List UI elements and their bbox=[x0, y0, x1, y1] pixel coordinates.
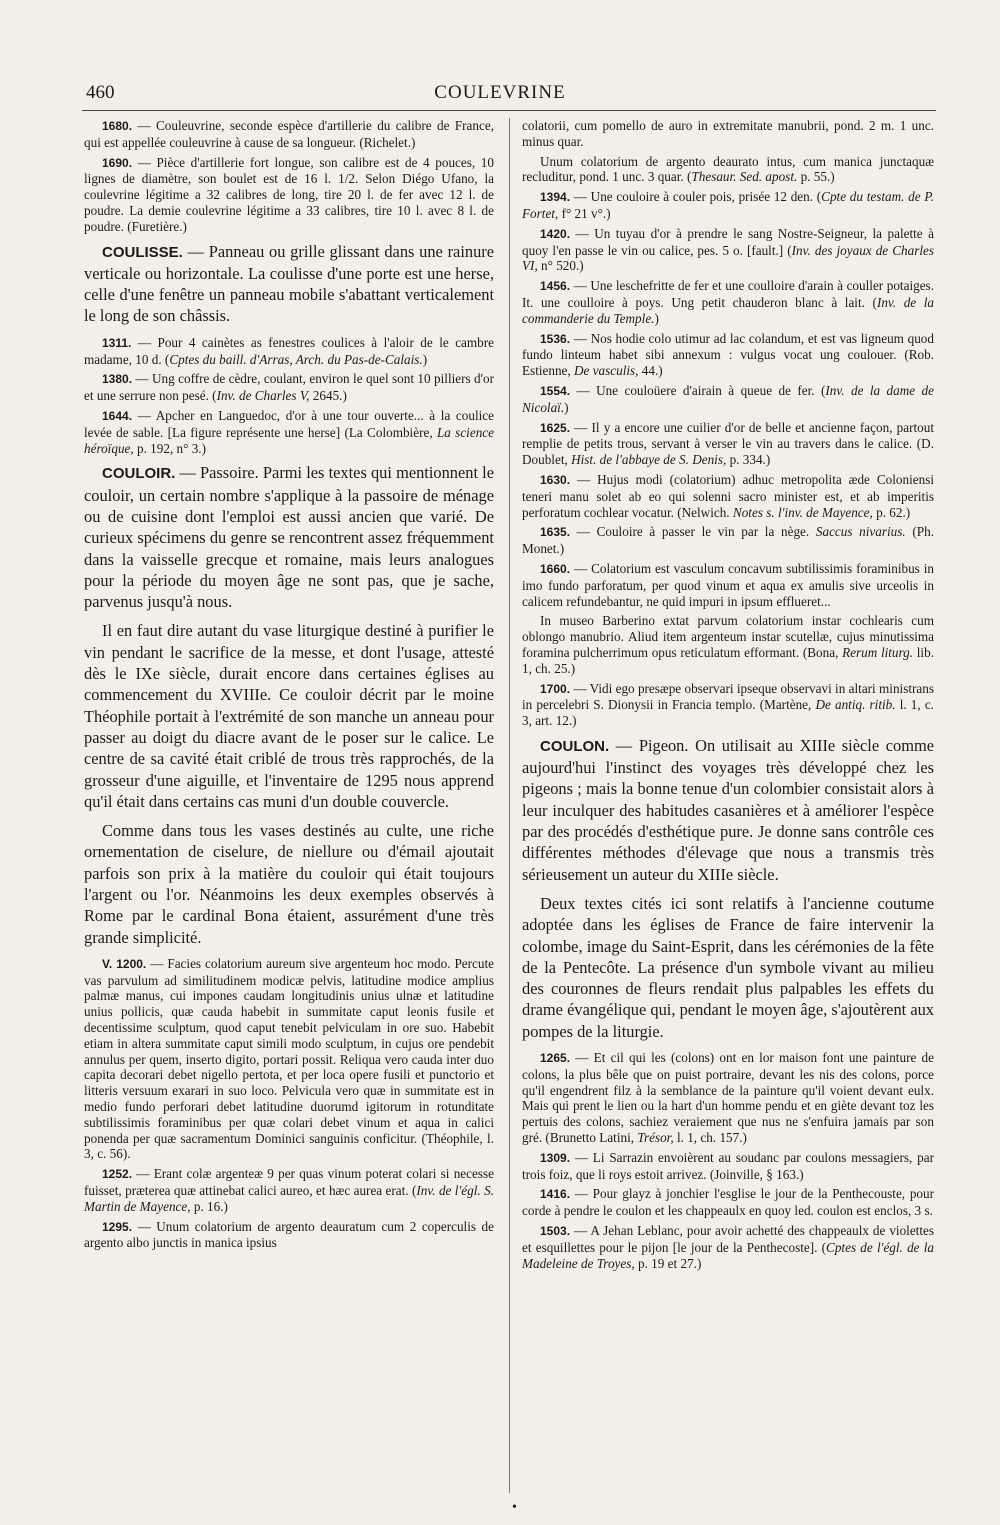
citation-1635: 1635. — Couloire à passer le vin par la nège. Saccus nivarius. (Ph. Monet.) bbox=[522, 524, 934, 557]
entry-coulisse: COULISSE. — Panneau ou grille glissant dans une rainure verticale ou horizontale. La coulisse d'une porte est une herse, celle d'une fenêtre un panneau mobile s'abattant verticalement le long de son châssis. bbox=[84, 241, 494, 326]
running-head: COULEVRINE bbox=[434, 82, 566, 103]
header-rule bbox=[82, 110, 936, 111]
citation-1660: 1660. — Colatorium est vasculum concavum subtilissimis foraminibus in imo fundo parforatum, per quod vinum et aqua ex amulis sive urceolis in calicem refundebantur, ne quid impuri in ipsum efflueret... bbox=[522, 560, 934, 609]
citation-1680: 1680. — Couleuvrine, seconde espèce d'artillerie du calibre de France, qui est appellée couleuvrine à cause de sa longueur. (Richelet.) bbox=[84, 118, 494, 150]
citation-1380: 1380. — Ung coffre de cèdre, coulant, environ le quel sont 10 pilliers d'or et une serrure non pesé. (Inv. de Charles V, 2645.) bbox=[84, 371, 494, 404]
citation-1394: 1394. — Une couloire à couler pois, prisée 12 den. (Cpte du testam. de P. Fortet, f° 21 v°.) bbox=[522, 189, 935, 221]
headword-coulisse: COULISSE. bbox=[102, 243, 183, 261]
citation-1503: 1503. — A Jehan Leblanc, pour avoir achetté des chappeaulx de violettes et esquillettes pour le pijon [le jour de la Penthecoste]. (Cptes de l'égl. de la Madeleine de Troyes, p. 19 et 27.) bbox=[522, 1223, 934, 1271]
citation-1200: V. 1200. — Facies colatorium aureum sive argenteum hoc modo. Percute vas parvulum ad similitudinem modicæ pelvis, latitudine modice amplius palmæ manus, cui impones caudam longitudinis unius ulnæ et latitudine unius pollicis, quæ cauda habebit in summitate caput leonis fusile et decentissime sculptum, quod caput tenebit pelviculam in ore suo. Habebit etiam in altera summitate caput simili modo sculptum, in cujus ore pendebit annulus per quem, inserto digito, portari possit. Reliqua vero cauda inter duo capita decorari debet nigello pertota, et per loca opere fusili et punctorio et litteris versuum exarari in suo loco. Pelvicula vero quæ in summitate est in medio fundo perforari debet latitudine duorumd igitorum in rotunditate subtilissimis foraminibus per quæ colari debet vinum et aqua in calici ponenda per quæ sacramentum Dominici sanguinis conficitur. (Théophile, l. 3, c. 56). bbox=[84, 955, 494, 1162]
entry-coulon: COULON. — Pigeon. On utilisait au XIIIe siècle comme aujourd'hui l'instinct des voyages très développé chez les pigeons ; mais la bonne tenue d'un colombier consistait alors à leur inculquer des habitudes casanières et à améliorer l'espèce par des procédés d'esthétique pure. Je donne sans contrôle ces différentes méthodes d'élevage que nous a transmis très sérieusement un auteur du XIIIe siècle. bbox=[522, 735, 934, 884]
citation-1700: 1700. — Vidi ego presæpe observari ipseque observavi in altari ministrans in percelebri S. Dionysii in Francia templo. (Martène, De antiq. ritib. l. 1, c. 3, art. 12.) bbox=[522, 680, 934, 729]
citation-1630: 1630. — Hujus modi (colatorium) adhuc metropolita æde Coloniensi teneri manu solet ab eo qui solenni sacro minister est, et ab imperitis perforatum cochlear vocatur. (Nelwich. Notes s. l'inv. de Mayence, p. 62.) bbox=[522, 471, 934, 520]
headword-couloir: COULOIR. bbox=[102, 465, 176, 483]
entry-couloir: COULOIR. — Passoire. Parmi les textes qui mentionnent le couloir, un certain nombre s'applique à la passoire de ménage ou de cuisine dont l'emploi est aussi ancien que varié. De curieux spécimens du genre se rencontrent assez fréquemment dans la vaisselle grecque et romaine, mais leurs analogues pour la période du moyen âge ne sont pas, que je sache, parvenus jusqu'à nous. bbox=[84, 463, 494, 612]
headword-coulon: COULON. bbox=[540, 737, 610, 755]
citation-1252: 1252. — Erant colæ argenteæ 9 per quas vinum poterat colari si necesse fuisset, præterea quæ attinebat calici aureo, et hæc aurea erat. (Inv. de l'égl. S. Martin de Mayence, p. 16.) bbox=[84, 1166, 494, 1214]
citation-1265: 1265. — Et cil qui les (colons) ont en lor maison font une painture de colons, la plus bêle que on puist portraire, devant les nis des colons, porce qu'il engendrent filz à la semblance de la painture qu'il voient devant eulx. Mais qui prent le lien ou la hart d'un homme pendu et en giète devant toz les pertuis des colons, sachiez veraiement que nus ne s'enfuira jamais par son gré. (Brunetto Latini, Trésor, l. 1, ch. 157.) bbox=[522, 1050, 934, 1146]
citation-1690: 1690. — Pièce d'artillerie fort longue, son calibre est de 4 pouces, 10 lignes de diamètre, son boulet est de 16 l. 1/2. Selon Diégo Ufano, la coulevrine légitime a 32 calibres de long, tire 20 l. de fer avec 12 l. de poudre. La demie coulevrine légitime a 33 calibres, tire 10 l. avec 8 l. de poudre. (Furetière.) bbox=[84, 154, 494, 234]
left-column bbox=[84, 118, 494, 1255]
coulon-paragraph-2: Deux textes cités ici sont relatifs à l'ancienne coutume adoptée dans les églises de France de faire intervenir la colombe, image du Saint-Esprit, dans les cérémonies de la fête de la Pentecôte. La présence d'un symbole vivant au milieu des couronnes de fleurs rendait plus palpables les effets du drame évangélique qui, pendant le moyen âge, s'ajoutèrent aux pompes de la liturgie. bbox=[522, 893, 934, 1041]
citation-1625: 1625. — Il y a encore une cuilier d'or de belle et ancienne façon, partout remplie de petits trous, servant à verser le vin au travers dans le calice. (D. Doublet, Hist. de l'abbaye de S. Denis, p. 334.) bbox=[522, 419, 934, 468]
citation-1554: 1554. — Une couloüere d'airain à queue de fer. (Inv. de la dame de Nicolaï.) bbox=[522, 382, 934, 415]
citation-1311: 1311. — Pour 4 cainètes as fenestres coulices à l'aloir de le cambre madame, 10 d. (Cptes du baill. d'Arras, Arch. du Pas-de-Calais.) bbox=[84, 334, 494, 367]
couloir-paragraph-3: Comme dans tous les vases destinés au culte, une riche ornementation de ciselure, de niellure ou d'émail ajoutait parfois son prix à la matière du couloir qui était toujours l'argent ou l'or. Néanmoins les deux exemples observés à Rome par le cardinal Bona étaient, assurément d'une très grande simplicité. bbox=[84, 821, 494, 947]
footer-mark: • bbox=[512, 1500, 517, 1515]
page-number: 460 bbox=[86, 82, 115, 103]
right-column bbox=[522, 118, 934, 1275]
couloir-paragraph-2: Il en faut dire autant du vase liturgique destiné à purifier le vin pendant le sacrifice de la messe, et dont l'usage, attesté dès le IXe siècle, durait encore dans certaines églises au commencement du XVIIIe. Ce couloir décrit par le moine Théophile portait à l'extrémité de son manche un anneau pour passer au doigt du diacre avant de le poser sur le calice. Le centre de sa cavité était criblé de trous très rapprochés, de la grosseur d'une aiguille, et l'inventaire de 1295 nous apprend qu'il était dans certains cas muni d'un double couvercle. bbox=[84, 621, 494, 811]
citation-1309: 1309. — Li Sarrazin envoièrent au soudanc par coulons messagiers, par trois foiz, que li roys estoit arrivez. (Joinville, § 163.) bbox=[522, 1149, 934, 1182]
citation-1295-continued: colatorii, cum pomello de auro in extremitate manubrii, pond. 2 m. 1 unc. minus quar. bbox=[522, 118, 934, 149]
citation-1295: 1295. — Unum colatorium de argento deauratum cum 2 coperculis de argento albo junctis in manica ipsius bbox=[84, 1218, 494, 1251]
column-divider bbox=[509, 118, 510, 1493]
citation-1420: 1420. — Un tuyau d'or à prendre le sang Nostre-Seigneur, la palette à quoy l'en passe le vin ou calice, pes. 5 o. [fault.] (Inv. des joyaux de Charles VI, n° 520.) bbox=[522, 225, 934, 274]
citation-1416: 1416. — Pour glayz à jonchier l'esglise le jour de la Penthecouste, pour corde à pendre le coulon et les chappeaulx en quoy led. coulon est enclos, 3 s. bbox=[522, 1186, 934, 1219]
citation-1536: 1536. — Nos hodie colo utimur ad lac colandum, et est vas ligneum quod fundo linteum habet sibi annexum : vulgus vocat ung coulouer. (Rob. Estienne, De vasculis, 44.) bbox=[522, 330, 934, 379]
citation-1456: 1456. — Une leschefritte de fer et une coulloire d'arain à couller potaiges. It. une coulloire à poys. Ung petit chauderon blanc à lait. (Inv. de la commanderie du Temple.) bbox=[522, 278, 934, 326]
citation-1295-second-item: Unum colatorium de argento deaurato intus, cum manica junctaquæ recluditur, pond. 1 unc. 3 quar. (Thesaur. Sed. apost. p. 55.) bbox=[522, 153, 934, 185]
citation-1644: 1644. — Apcher en Languedoc, d'or à une tour ouverte... à la coulice levée de sable. [La figure représente une herse] (La Colombière, La science héroïque, p. 192, n° 3.) bbox=[84, 407, 494, 456]
citation-1660-continued: In museo Barberino extat parvum colatorium instar cochlearis cum oblongo manubrio. Aliud item argenteum instar scutellæ, cujus minutissima foramina pulcherrimum opus reticulatum efformant. (Bona, Rerum liturg. lib. 1, ch. 25.) bbox=[522, 613, 934, 676]
